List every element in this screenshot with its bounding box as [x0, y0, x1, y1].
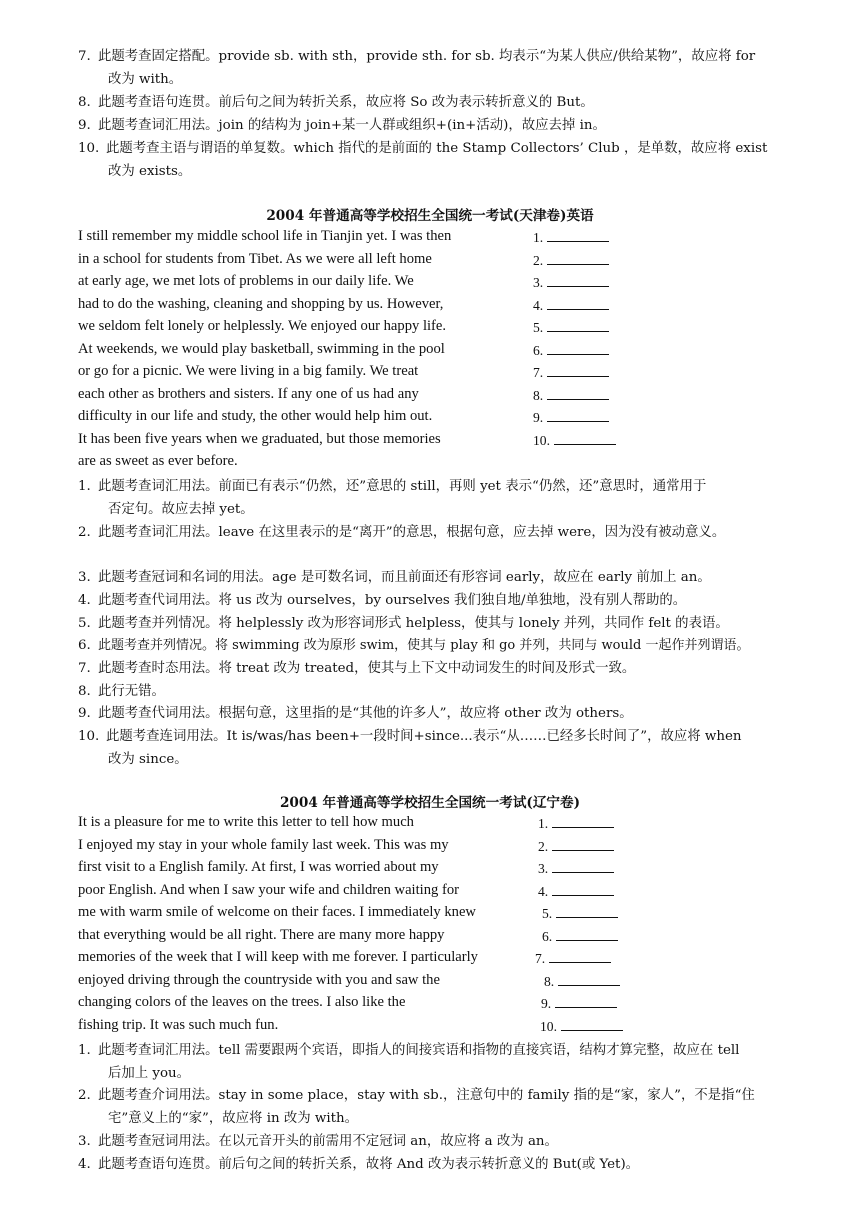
passage-line: first visit to a English family. At first, I was worried about my	[78, 859, 439, 875]
answer-blank[interactable]: 1.	[538, 815, 614, 832]
answer-note	[78, 91, 808, 114]
note-text: 此题考查语句连贯。前后句之间为转折关系，故应将 So 改为表示转折意义的 But。	[98, 95, 594, 110]
passage-line: poor English. And when I saw your wife and children waiting for	[78, 882, 459, 898]
answer-note	[78, 45, 808, 91]
passage-line: had to do the washing, cleaning and shopping by us. However,	[78, 296, 444, 312]
answer-note: 4. 此题考查语句连贯。前后句之间的转折关系，故将 And 改为表示转折意义的 But(或 Yet)。	[78, 1157, 640, 1172]
note-number: 7.	[78, 49, 91, 64]
passage-line: at early age, we met lots of problems in our daily life. We	[78, 273, 414, 289]
note-number: 10.	[78, 141, 100, 156]
passage-line: that everything would be all right. There are many more happy	[78, 927, 445, 943]
answer-note: 9. 此题考查代词用法。根据句意，这里指的是“其他的许多人”，故应将 other 改为 others。	[78, 706, 633, 721]
answer-blank[interactable]: 10.	[540, 1018, 623, 1035]
answer-note: 1. 此题考查词汇用法。tell 需要跟两个宾语，即指人的间接宾语和指物的直接宾语，结构才算完整，故应在 tell 后加上 you。	[78, 1043, 740, 1081]
answer-note	[78, 114, 808, 137]
answer-note: 5. 此题考查并列情况。将 helplessly 改为形容词形式 helpless，使其与 lonely 并列，共同作 felt 的表语。	[78, 616, 729, 631]
section-heading: 2004 年普通高等学校招生全国统一考试(辽宁卷)	[279, 795, 581, 811]
answer-blank[interactable]: 2.	[533, 252, 609, 269]
answer-blank[interactable]: 8.	[533, 387, 609, 404]
note-number: 8.	[78, 95, 91, 110]
answer-blank[interactable]: 5.	[542, 905, 618, 922]
answer-note: 10. 此题考查连词用法。It is/was/has been+一段时间+since...表示“从……已经多长时间了”，故应将 when 改为 since。	[78, 729, 742, 767]
answer-blank[interactable]: 7.	[533, 364, 609, 381]
answer-blank[interactable]: 7.	[535, 950, 611, 967]
answer-blank[interactable]: 9.	[533, 409, 609, 426]
passage-line: fishing trip. It was such much fun.	[78, 1017, 279, 1033]
note-text-continued: 改为 with。	[108, 72, 183, 87]
answer-note: 7. 此题考查时态用法。将 treat 改为 treated，使其与上下文中动词发生的时间及形式一致。	[78, 661, 636, 676]
answer-note: 3. 此题考查冠词用法。在以元音开头的前需用不定冠词 an，故应将 a 改为 an。	[78, 1134, 558, 1149]
passage-line: It has been five years when we graduated, but those memories	[78, 431, 441, 447]
answer-blank[interactable]: 8.	[544, 973, 620, 990]
answer-blank[interactable]: 4.	[533, 297, 609, 314]
passage-line: It is a pleasure for me to write this letter to tell how much	[78, 814, 414, 830]
answer-blank[interactable]: 3.	[533, 274, 609, 291]
answer-blank[interactable]: 5.	[533, 319, 609, 336]
passage-line: in a school for students from Tibet. As we were all left home	[78, 251, 432, 267]
passage-line: are as sweet as ever before.	[78, 453, 238, 469]
answer-note: 2. 此题考查介词用法。stay in some place，stay with sb.，注意句中的 family 指的是“家，家人”，不是指“住 宅”意义上的“家”，故应将 in 改为 with。	[78, 1088, 755, 1126]
section-heading: 2004 年普通高等学校招生全国统一考试(天津卷)英语	[266, 208, 594, 224]
answer-note: 3. 此题考查冠词和名词的用法。age 是可数名词，而且前面还有形容词 early，故应在 early 前加上 an。	[78, 570, 711, 585]
note-text: 此题考查固定搭配。provide sb. with sth，provide sth. for sb. 均表示“为某人供应/供给某物”，故应将 for	[98, 49, 756, 64]
answer-blank[interactable]: 2.	[538, 838, 614, 855]
passage-line: I enjoyed my stay in your whole family last week. This was my	[78, 837, 449, 853]
note-number: 9.	[78, 118, 91, 133]
answer-note: 2. 此题考查词汇用法。leave 在这里表示的是“离开”的意思，根据句意，应去掉 were，因为没有被动意义。	[78, 525, 726, 540]
answer-note	[78, 137, 808, 183]
note-text: 此题考查主语与谓语的单复数。which 指代的是前面的 the Stamp Collectors’ Club ，是单数，故应将 exist	[106, 141, 768, 156]
answer-note: 1. 此题考查词汇用法。前面已有表示“仍然，还”意思的 still，再则 yet 表示“仍然，还”意思时，通常用于 否定句。故应去掉 yet。	[78, 479, 707, 517]
answer-blank[interactable]: 1.	[533, 229, 609, 246]
answer-blank[interactable]: 6.	[542, 928, 618, 945]
answer-blank[interactable]: 4.	[538, 883, 614, 900]
note-text: 此题考查词汇用法。join 的结构为 join+某一人群或组织+(in+活动)，故应去掉 in。	[98, 118, 606, 133]
passage-line: enjoyed driving through the countryside with you and saw the	[78, 972, 440, 988]
passage-line: difficulty in our life and study, the other would help him out.	[78, 408, 433, 424]
answer-blank[interactable]: 3.	[538, 860, 614, 877]
passage-line: we seldom felt lonely or helplessly. We enjoyed our happy life.	[78, 318, 447, 334]
note-text-continued: 改为 exists。	[108, 164, 192, 179]
answer-note: 6. 此题考查并列情况。将 swimming 改为原形 swim，使其与 play 和 go 并列，共同与 would 一起作并列谓语。	[78, 638, 750, 653]
passage-line: I still remember my middle school life in Tianjin yet. I was then	[78, 228, 452, 244]
answer-note: 4. 此题考查代词用法。将 us 改为 ourselves，by ourselves 我们独自地/单独地，没有别人帮助的。	[78, 593, 687, 608]
passage-line: or go for a picnic. We were living in a big family. We treat	[78, 363, 419, 379]
passage-line: me with warm smile of welcome on their faces. I immediately knew	[78, 904, 476, 920]
answer-note: 8. 此行无错。	[78, 684, 165, 699]
passage-line: each other as brothers and sisters. If any one of us had any	[78, 386, 419, 402]
answer-blank[interactable]: 10.	[533, 432, 616, 449]
passage-line: changing colors of the leaves on the trees. I also like the	[78, 994, 406, 1010]
answer-blank[interactable]: 6.	[533, 342, 609, 359]
answer-blank[interactable]: 9.	[541, 995, 617, 1012]
passage-line: At weekends, we would play basketball, swimming in the pool	[78, 341, 445, 357]
passage-line: memories of the week that I will keep with me forever. I particularly	[78, 949, 478, 965]
